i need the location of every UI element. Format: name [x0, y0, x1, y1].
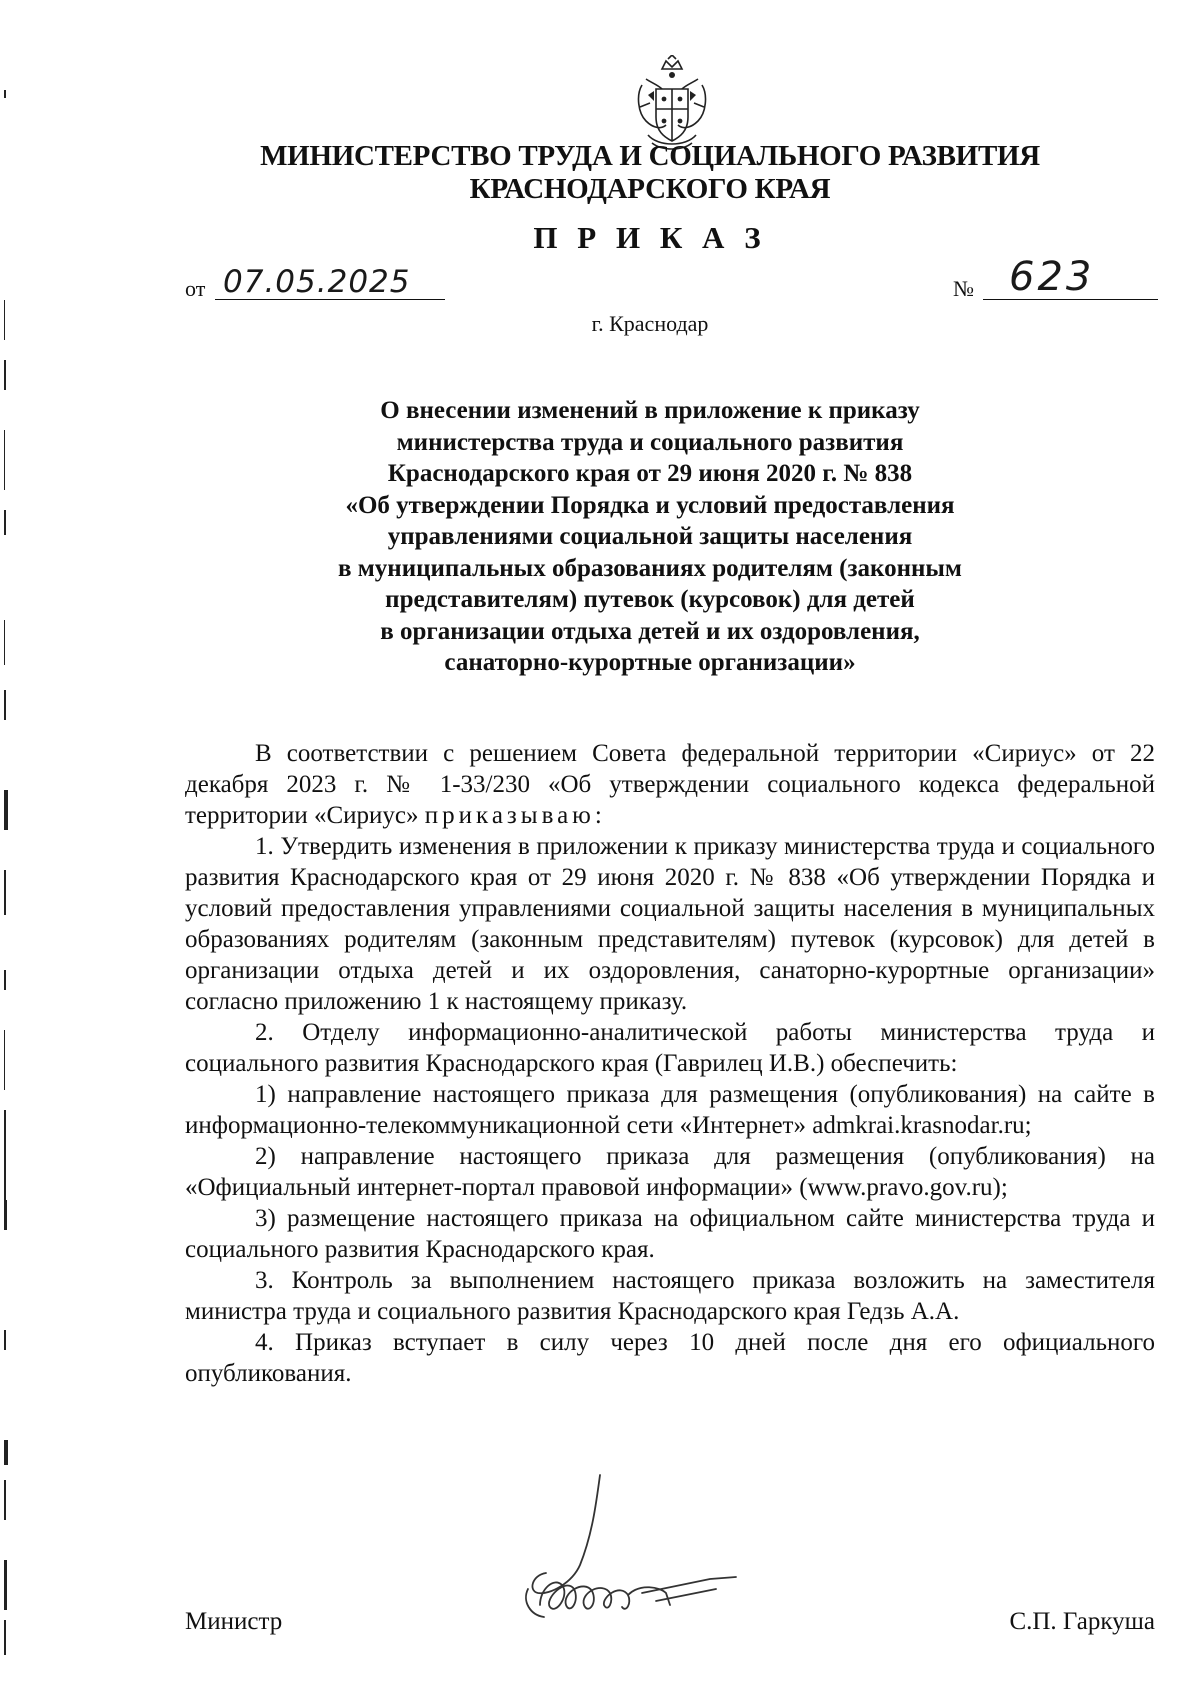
paragraph-2-2: 2) направление настоящего приказа для размещения (опубликования) на «Официальный интернет-портал правовой информации» (www.pravo.gov.ru);: [185, 1143, 1155, 1201]
subject-line: санаторно-курортные организации»: [444, 649, 856, 676]
paragraph-2-1: 1) направление настоящего приказа для размещения (опубликования) на сайте в информационно-телекоммуникационной сети «Интернет» admkrai.krasnodar.ru;: [185, 1081, 1155, 1139]
preamble-text: В соответствии с решением Совета федеральной территории «Сириус» от 22 декабря 2023 г. № 1-33/230 «Об утверждении социального кодекса федеральной территории «Сириус»: [185, 740, 1155, 829]
ministry-name-line-2: КРАСНОДАРСКОГО КРАЯ: [469, 173, 831, 205]
ministry-name: [200, 140, 1100, 206]
city: г. Краснодар: [591, 311, 709, 336]
order-number: [953, 250, 1158, 306]
preamble-end: :: [594, 802, 602, 829]
ministry-name-line-1: МИНИСТЕРСТВО ТРУДА И СОЦИАЛЬНОГО РАЗВИТИЯ: [260, 140, 1040, 172]
paragraph-2-3: 3) размещение настоящего приказа на официальном сайте министерства труда и социального развития Краснодарского края.: [185, 1205, 1155, 1263]
paragraph-2: 2. Отделу информационно-аналитической работы министерства труда и социального развития Краснодарского края (Гаврилец И.В.) обеспечить:: [185, 1019, 1155, 1077]
number-prefix: №: [953, 276, 974, 301]
subject-line: в муниципальных образованиях родителям (законным: [338, 554, 962, 582]
document-type: П Р И К А З: [533, 220, 767, 255]
date-prefix: от: [185, 276, 206, 301]
order-body: [185, 738, 1155, 1389]
subject-line: О внесении изменений в приложение к приказу: [380, 397, 920, 424]
paragraph-4: 4. Приказ вступает в силу через 10 дней после дня его официального опубликования.: [185, 1329, 1155, 1387]
subject-line: управлениями социальной защиты населения: [387, 523, 913, 550]
signature-block: [185, 1608, 1155, 1658]
date-value-handwritten: 07.05.2025: [223, 264, 411, 300]
paragraph-3: 3. Контроль за выполнением настоящего приказа возложить на заместителя министра труда и социального развития Краснодарского края Гедзь А.А.: [185, 1267, 1155, 1325]
order-subject: [230, 395, 1070, 679]
scan-edge-artifacts: [0, 0, 14, 1697]
number-value-handwritten: 623: [1009, 254, 1095, 300]
preamble-paragraph: [185, 738, 1155, 831]
subject-line: министерства труда и социального развития: [396, 428, 904, 456]
preamble-command: приказываю: [424, 802, 595, 829]
paragraph-1: 1. Утвердить изменения в приложении к приказу министерства труда и социального развития Краснодарского края от 29 июня 2020 г. № 838 «Об утверждении Порядка и условий предоставления управлениями социальной защиты населения в муниципальных образованиях родителям (законным представителям) путевок (курсовок) для детей в организации отдыха детей и их оздоровления, санаторно-курортные организации» согласно приложению 1 к настоящему приказу.: [185, 833, 1155, 1015]
subject-line: «Об утверждении Порядка и условий предоставления: [345, 491, 955, 519]
order-date: [185, 262, 445, 306]
subject-line: Краснодарского края от 29 июня 2020 г. № 838: [387, 460, 913, 487]
signatory-title: Министр: [185, 1608, 283, 1635]
subject-line: представителям) путевок (курсовок) для детей: [385, 586, 915, 613]
subject-line: в организации отдыха детей и их оздоровления,: [380, 617, 920, 645]
signatory-name: С.П. Гаркуша: [1009, 1608, 1155, 1635]
